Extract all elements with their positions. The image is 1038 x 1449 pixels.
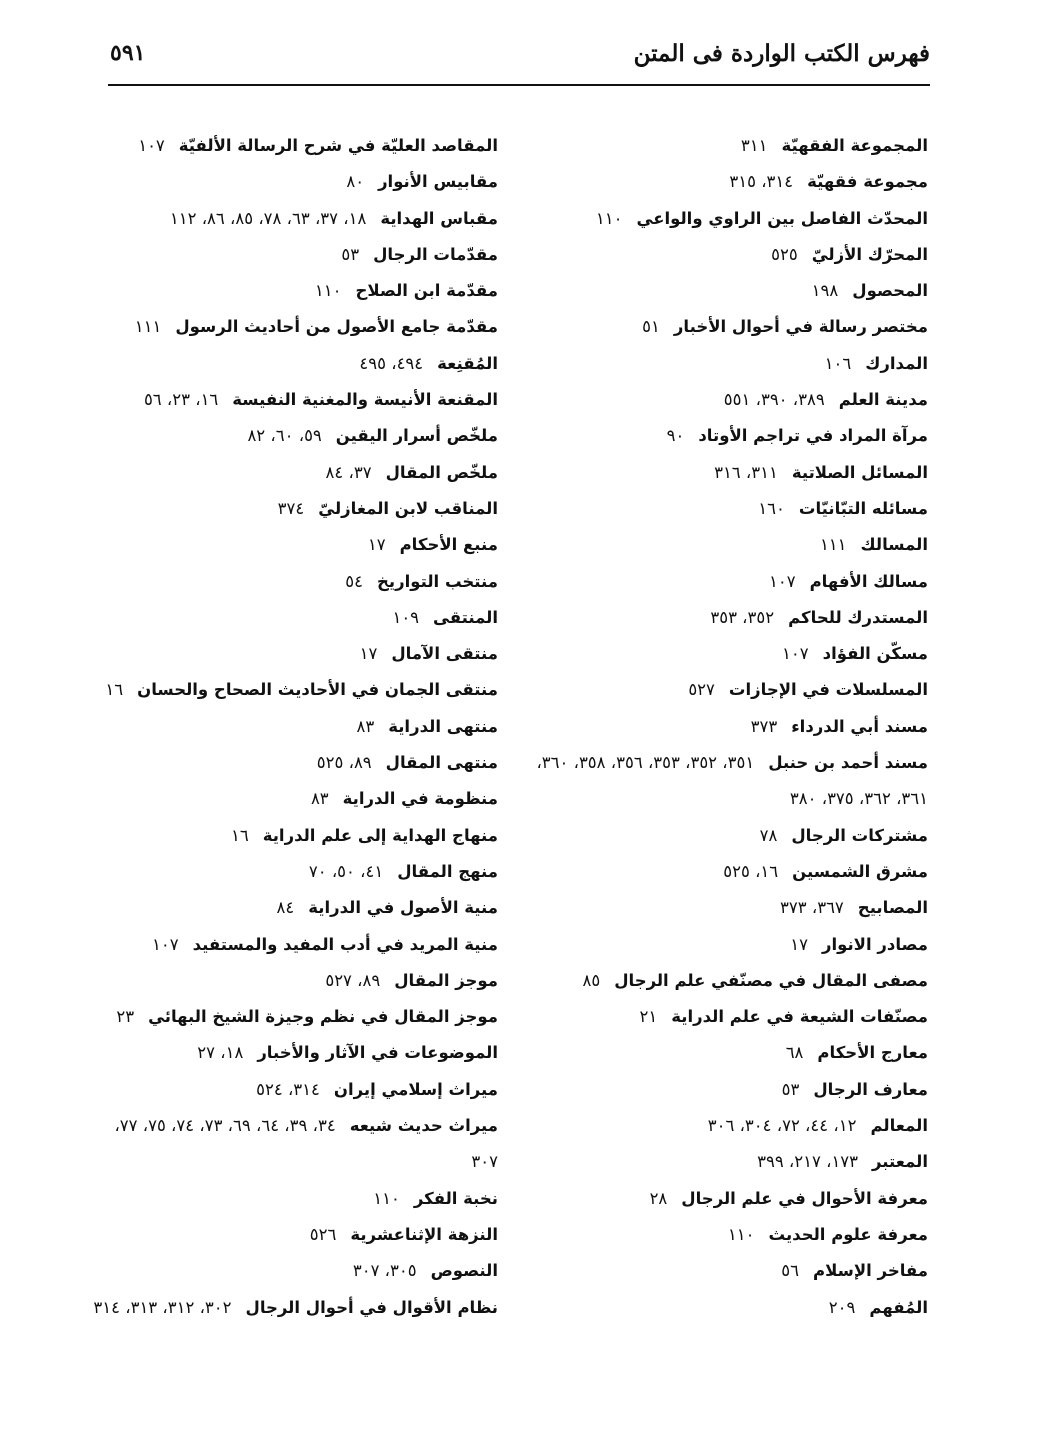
entry-title: معرفة علوم الحديث [768, 1224, 928, 1244]
entry-page-refs: ١٦، ٢٣، ٥٦ [143, 390, 219, 410]
entry-page-refs: ١٠٧ [138, 136, 165, 155]
index-entry [528, 455, 928, 491]
entry-page-refs: ٥٣ [781, 1079, 800, 1099]
entry-title: مسند أبي الدرداء [791, 716, 928, 736]
entry-title: الموضوعات في الآثار والأخبار [257, 1043, 498, 1063]
entry-page-refs: ٤١، ٥٠، ٧٠ [308, 861, 384, 881]
entry-page-refs: ٥٣ [341, 244, 360, 264]
entry-title: منتقى الآمال [391, 644, 498, 664]
entry-page-refs: ١٦ [105, 680, 124, 700]
entry-title: المستدرك للحاكم [788, 607, 928, 627]
entry-title: ملخّص أسرار اليقين [335, 426, 498, 446]
entry-page-refs: ٤٩٤، ٤٩٥ [359, 353, 424, 373]
index-entry [98, 1108, 498, 1181]
entry-page-refs: ٥٢٥ [771, 244, 798, 264]
entry-page-refs: ١٧ [790, 934, 808, 954]
entry-page-refs: ١٦ [230, 825, 249, 845]
index-entry [528, 672, 928, 708]
page-header [110, 40, 930, 80]
index-entry [528, 1290, 928, 1326]
entry-page-refs: ٣٤، ٣٩، ٦٤، ٦٩، ٧٣، ٧٤، ٧٥، ٧٧، ٣٠٧ [114, 1116, 498, 1172]
entry-title: مسالك الأفهام [809, 571, 928, 591]
entry-page-refs: ١٧٣، ٢١٧، ٣٩٩ [757, 1152, 859, 1172]
index-entry [98, 1181, 498, 1217]
entry-page-refs: ١٦، ٥٢٥ [723, 861, 779, 881]
entry-page-refs: ٢٨ [649, 1188, 668, 1208]
entry-title: المحصول [852, 281, 928, 301]
entry-page-refs: ٨٤ [276, 898, 295, 918]
entry-title: المعتبر [872, 1152, 928, 1172]
index-entry [98, 818, 498, 854]
index-entry [98, 999, 498, 1035]
header-rule [108, 84, 930, 86]
index-entry [528, 1108, 928, 1144]
index-entry [528, 491, 928, 527]
index-entry [98, 527, 498, 563]
entry-title: مرآة المراد في تراجم الأوتاد [698, 426, 928, 446]
entry-page-refs: ١٠٧ [782, 644, 809, 664]
entry-page-refs: ١٨، ٢٧ [197, 1043, 244, 1063]
entry-page-refs: ١٩٨ [811, 281, 839, 301]
entry-title: النصوص [430, 1261, 498, 1281]
entry-title: المحدّث الفاصل بين الراوي والواعي [636, 208, 928, 228]
index-entry [98, 491, 498, 527]
index-entry [528, 600, 928, 636]
entry-page-refs: ٣١١ [740, 136, 768, 155]
index-entry [528, 1253, 928, 1289]
entry-title: النزهة الإثناعشرية [350, 1224, 498, 1244]
entry-page-refs: ٣٦٧، ٣٧٣ [780, 898, 844, 918]
entry-page-refs: ١٠٧ [768, 571, 796, 591]
entry-page-refs: ٨٥ [582, 970, 601, 990]
entry-page-refs: ١٧ [367, 535, 386, 555]
entry-title: موجز المقال [394, 970, 498, 990]
entry-page-refs: ٥٤ [345, 571, 364, 591]
entry-title: مسكّن الفؤاد [822, 644, 928, 664]
entry-title: مختصر رسالة في أحوال الأخبار [673, 317, 928, 337]
entry-page-refs: ٨٣ [356, 716, 375, 736]
entry-title: مفاخر الإسلام [813, 1261, 928, 1281]
entry-title: المسالك [860, 535, 928, 555]
entry-title: مدينة العلم [838, 390, 928, 410]
entry-page-refs: ٩٠ [666, 426, 685, 446]
index-entry [528, 999, 928, 1035]
entry-title: المدارك [865, 353, 928, 373]
entry-title: معرفة الأحوال في علم الرجال [681, 1188, 928, 1208]
index-entry [528, 890, 928, 926]
entry-page-refs: ٣٥٢، ٣٥٣ [710, 607, 775, 627]
entry-title: منبع الأحكام [399, 535, 498, 555]
entry-title: ميراث حديث شيعه [349, 1116, 498, 1136]
entry-title: نظام الأقوال في أحوال الرجال [245, 1297, 498, 1317]
entry-title: مصفى المقال في مصنّفي علم الرجال [614, 970, 928, 990]
index-entry [528, 237, 928, 273]
entry-page-refs: ٣٧٤ [277, 498, 305, 518]
entry-page-refs: ٣١٤، ٣١٥ [729, 172, 794, 192]
entry-title: موجز المقال في نظم وجيزة الشيخ البهائي [148, 1007, 498, 1027]
entry-title: منتقى الجمان في الأحاديث الصحاح والحسان [137, 680, 498, 700]
index-entry [528, 854, 928, 890]
entry-title: المصابيح [857, 898, 928, 918]
entry-page-refs: ١١٠ [314, 281, 342, 301]
index-entry [98, 600, 498, 636]
index-entry [528, 382, 928, 418]
entry-title: المسلسلات في الإجازات [728, 680, 928, 700]
entry-page-refs: ١١٠ [373, 1188, 400, 1208]
entry-title: مشرق الشمسين [792, 861, 928, 881]
entry-title: منهاج الهداية إلى علم الدراية [262, 825, 498, 845]
index-entry [98, 1072, 498, 1108]
entry-title: مقدّمة جامع الأصول من أحاديث الرسول [175, 317, 498, 337]
index-entry [98, 309, 498, 345]
index-entry [98, 854, 498, 890]
entry-title: مصادر الانوار [821, 934, 928, 954]
index-entry [98, 963, 498, 999]
entry-page-refs: ١١١ [819, 535, 847, 555]
entry-title: المنتقى [433, 607, 498, 627]
entry-page-refs: ٢٣ [116, 1007, 135, 1027]
entry-page-refs: ٣٠٢، ٣١٢، ٣١٣، ٣١٤ [93, 1297, 232, 1317]
index-entry [528, 963, 928, 999]
entry-page-refs: ٥٢٧ [688, 680, 715, 700]
entry-title: منتهى المقال [385, 753, 498, 773]
index-entry [528, 709, 928, 745]
index-column-right [528, 128, 928, 1326]
index-entry [528, 201, 928, 237]
entry-title: المجموعة الفقهيّة [781, 136, 928, 155]
index-entry [93, 1290, 498, 1326]
entry-title: منظومة في الدراية [342, 789, 498, 809]
index-entry [528, 1144, 928, 1180]
entry-title: منتخب التواريخ [377, 571, 498, 591]
entry-page-refs: ١١٠ [595, 208, 623, 228]
entry-page-refs: ١٦٠ [758, 498, 785, 518]
entry-title: منية الأصول في الدراية [308, 898, 498, 918]
index-entry [98, 164, 498, 200]
entry-title: المُقنِعة [437, 353, 498, 373]
entry-title: منهج المقال [397, 861, 498, 881]
entry-page-refs: ٣١٤، ٥٢٤ [256, 1079, 320, 1099]
entry-page-refs: ٣٧، ٨٤ [325, 462, 372, 482]
entry-title: المقاصد العليّة في شرح الرسالة الألفيّة [178, 136, 498, 155]
entry-title: مجموعة فقهيّة [807, 172, 928, 192]
index-entry [528, 309, 928, 345]
running-title: فهرس الكتب الواردة فى المتن [633, 40, 930, 67]
index-entry [98, 927, 498, 963]
entry-title: مصنّفات الشيعة في علم الدراية [671, 1007, 928, 1027]
entry-title: المعالم [870, 1116, 928, 1136]
index-entry [98, 890, 498, 926]
index-entry [98, 1253, 498, 1289]
index-entry [528, 1181, 928, 1217]
index-entry [528, 346, 928, 382]
index-entry [528, 927, 928, 963]
index-entry [98, 781, 498, 817]
entry-title: مشتركات الرجال [791, 825, 928, 845]
entry-title: المحرّك الأزليّ [811, 244, 928, 264]
index-entry [98, 382, 498, 418]
entry-page-refs: ١٨، ٣٧، ٦٣، ٧٨، ٨٥، ٨٦، ١١٢ [169, 208, 367, 228]
entry-title: ميراث إسلامي إيران [333, 1079, 498, 1099]
entry-title: نخبة الفكر [413, 1188, 498, 1208]
index-entry [98, 455, 498, 491]
index-entry [528, 745, 928, 818]
entry-title: المُفهم [869, 1297, 928, 1317]
index-column-left [93, 128, 498, 1326]
index-entry [98, 636, 498, 672]
index-entry [98, 709, 498, 745]
entry-page-refs: ١٧ [359, 644, 378, 664]
entry-page-refs: ٦٨ [785, 1043, 804, 1063]
index-entry [528, 564, 928, 600]
entry-page-refs: ٨٩، ٥٢٥ [316, 753, 372, 773]
index-entry [98, 201, 498, 237]
entry-title: ملخّص المقال [385, 462, 498, 482]
entry-title: مقدّمة ابن الصلاح [355, 281, 498, 301]
entry-page-refs: ٨٣ [310, 789, 329, 809]
entry-title: مقباس الهداية [380, 208, 498, 228]
entry-title: منتهى الدراية [388, 716, 498, 736]
entry-page-refs: ٨٩، ٥٢٧ [325, 970, 381, 990]
index-entry [98, 1035, 498, 1071]
entry-title: منية المريد في أدب المفيد والمستفيد [192, 934, 498, 954]
index-entry [98, 745, 498, 781]
page-number: ٥٩١ [110, 40, 146, 66]
entry-page-refs: ٥٦ [781, 1261, 800, 1281]
entry-page-refs: ٢١ [639, 1007, 658, 1027]
entry-page-refs: ٣١١، ٣١٦ [714, 462, 778, 482]
entry-page-refs: ٥١ [642, 317, 660, 337]
index-entry [528, 418, 928, 454]
entry-page-refs: ٣٥١، ٣٥٢، ٣٥٣، ٣٥٦، ٣٥٨، ٣٦٠، ٣٦١، ٣٦٢، ٣٧٥، ٣٨٠ [536, 753, 928, 809]
entry-title: المقنعة الأنيسة والمغنية النفيسة [232, 390, 498, 410]
entry-page-refs: ١١٠ [727, 1224, 755, 1244]
index-entry [528, 527, 928, 563]
entry-title: معارج الأحكام [817, 1043, 928, 1063]
index-entry [528, 1072, 928, 1108]
entry-page-refs: ٣٧٣ [750, 716, 778, 736]
index-entry [528, 1217, 928, 1253]
entry-page-refs: ١٠٩ [392, 607, 420, 627]
entry-page-refs: ١٢، ٤٤، ٧٢، ٣٠٤، ٣٠٦ [707, 1116, 857, 1136]
index-entry [98, 237, 498, 273]
entry-title: المناقب لابن المغازليّ [318, 498, 498, 518]
index-entry [98, 1217, 498, 1253]
entry-page-refs: ١٠٧ [151, 934, 179, 954]
entry-page-refs: ٥٢٦ [309, 1224, 337, 1244]
entry-title: مقدّمات الرجال [373, 244, 498, 264]
entry-title: مسائله التبّانيّات [798, 498, 928, 518]
entry-page-refs: ٣٨٩، ٣٩٠، ٥٥١ [723, 390, 825, 410]
index-entry [98, 346, 498, 382]
entry-title: مقابيس الأنوار [378, 172, 498, 192]
entry-page-refs: ٨٠ [346, 172, 365, 192]
entry-page-refs: ٧٨ [759, 825, 778, 845]
entry-title: مسند أحمد بن حنبل [768, 753, 928, 773]
entry-title: معارف الرجال [813, 1079, 928, 1099]
index-entry [528, 128, 928, 164]
index-entry [528, 164, 928, 200]
entry-page-refs: ١٠٦ [824, 353, 852, 373]
index-entry [98, 128, 498, 164]
index-entry [528, 273, 928, 309]
entry-page-refs: ٢٠٩ [828, 1297, 856, 1317]
index-entry [98, 273, 498, 309]
entry-page-refs: ٥٩، ٦٠، ٨٢ [247, 426, 322, 446]
index-entry [98, 672, 498, 708]
index-entry [528, 1035, 928, 1071]
entry-page-refs: ١١١ [134, 317, 162, 337]
index-entry [528, 818, 928, 854]
entry-page-refs: ٣٠٥، ٣٠٧ [352, 1261, 417, 1281]
index-entry [98, 564, 498, 600]
index-entry [98, 418, 498, 454]
entry-title: المسائل الصلاتية [791, 462, 928, 482]
index-entry [528, 636, 928, 672]
